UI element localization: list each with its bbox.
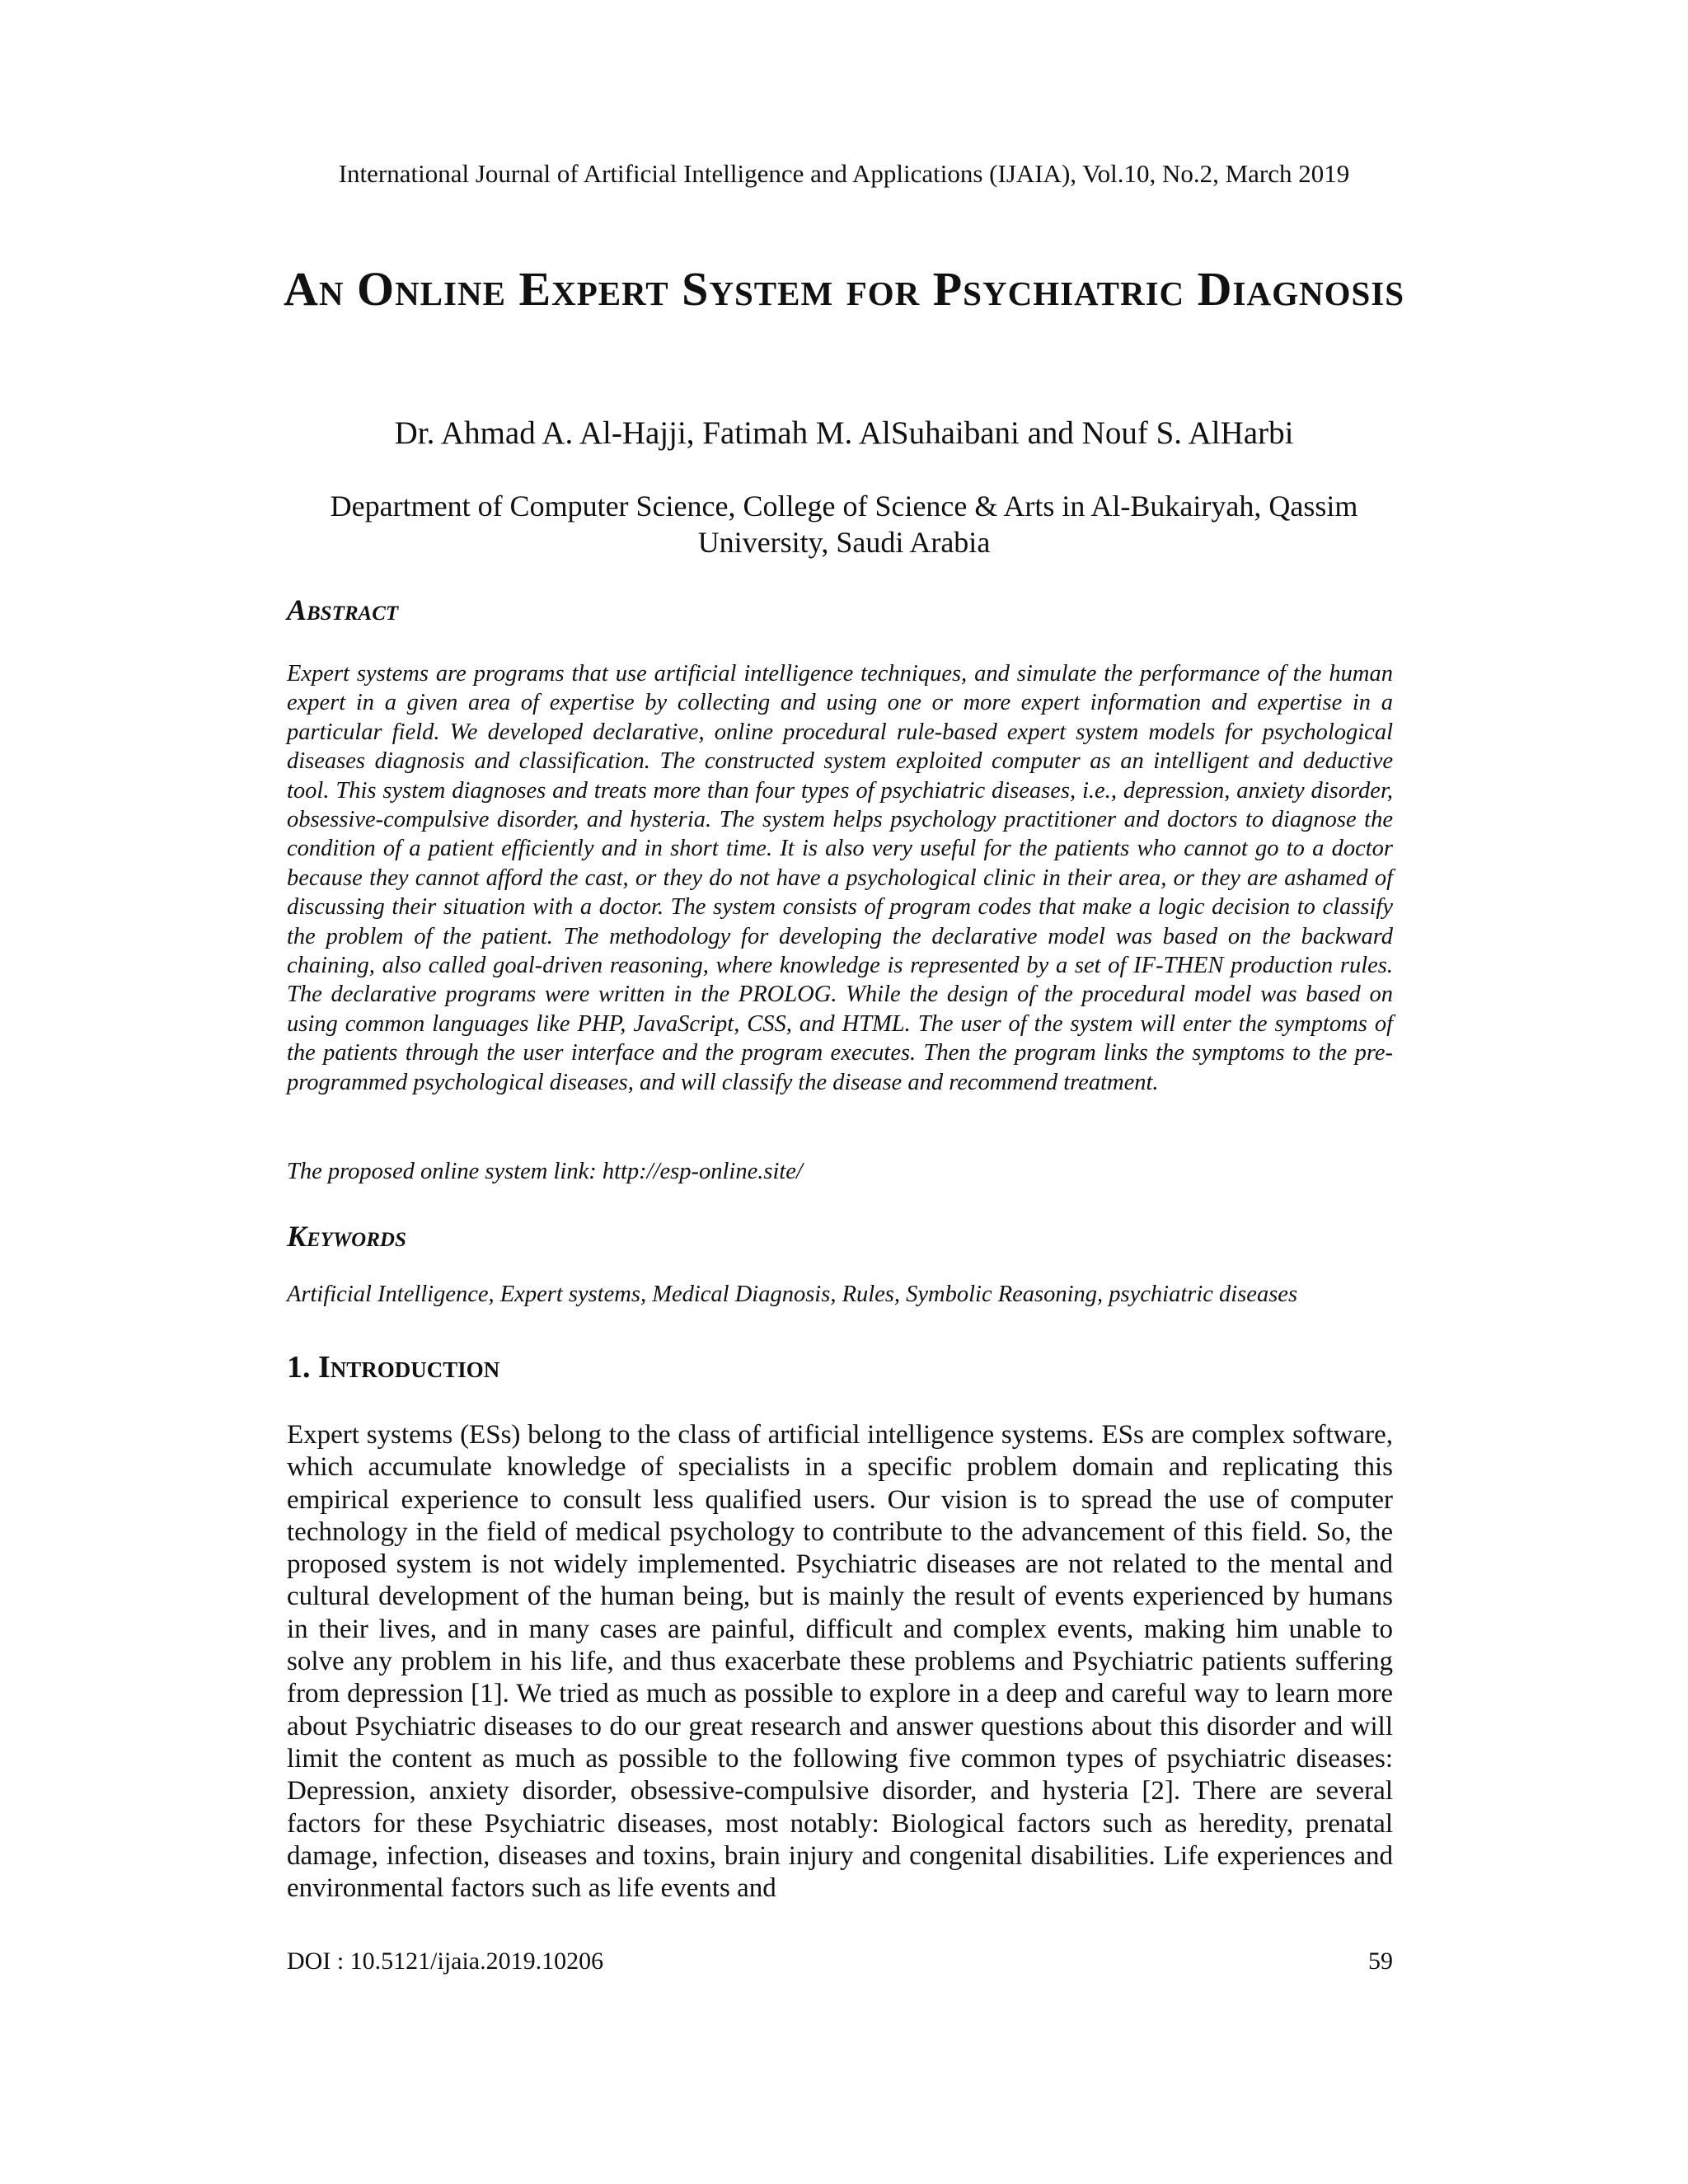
- author-list: Dr. Ahmad A. Al-Hajji, Fatimah M. AlSuhaibani and Nouf S. AlHarbi: [394, 415, 1294, 451]
- introduction-body: Expert systems (ESs) belong to the class of artificial intelligence systems. ESs are complex software, which accumulate knowledge of specialists in a specific problem domain and replicating this empirical experience to consult less qualified users. Our vision is to spread the use of computer technology in the field of medical psychology to contribute to the advancement of this field. So, the proposed system is not widely implemented. Psychiatric diseases are not related to the mental and cultural development of the human being, but is mainly the result of events experienced by humans in their lives, and in many cases are painful, difficult and complex events, making him unable to solve any problem in his life, and thus exacerbate these problems and Psychiatric patients suffering from depression [1]. We tried as much as possible to explore in a deep and careful way to learn more about Psychiatric diseases to do our great research and answer questions about this disorder and will limit the content as much as possible to the following five common types of psychiatric diseases: Depression, anxiety disorder, obsessive-compulsive disorder, and hysteria [2]. There are several factors for these Psychiatric diseases, most notably: Biological factors such as heredity, prenatal damage, infection, diseases and toxins, brain injury and congenital disabilities. Life experiences and environmental factors such as life events and: [287, 1420, 1393, 1904]
- system-link-line: The proposed online system link: http://esp-online.site/: [287, 1159, 803, 1184]
- footer-doi: DOI : 10.5121/ijaia.2019.10206: [287, 1947, 604, 1975]
- author-affiliation: Department of Computer Science, College of Science & Arts in Al-Bukairyah, Qassim University, Saudi Arabia: [330, 490, 1358, 559]
- introduction-heading: 1. Introduction: [287, 1350, 500, 1385]
- running-header: International Journal of Artificial Intelligence and Applications (IJAIA), Vol.10, No.2, March 2019: [338, 159, 1350, 188]
- abstract-heading: Abstract: [287, 593, 399, 626]
- abstract-body: Expert systems are programs that use artificial intelligence techniques, and simulate the performance of the human expert in a given area of expertise by collecting and using one or more expert information and expertise in a particular field. We developed declarative, online procedural rule-based expert system models for psychological diseases diagnosis and classification. The constructed system exploited computer as an intelligent and deductive tool. This system diagnoses and treats more than four types of psychiatric diseases, i.e., depression, anxiety disorder, obsessive-compulsive disorder, and hysteria. The system helps psychology practitioner and doctors to diagnose the condition of a patient efficiently and in short time. It is also very useful for the patients who cannot go to a doctor because they cannot afford the cast, or they do not have a psychological clinic in their area, or they are ashamed of discussing their situation with a doctor. The system consists of program codes that make a logic decision to classify the problem of the patient. The methodology for developing the declarative model was based on the backward chaining, also called goal-driven reasoning, where knowledge is represented by a set of IF-THEN production rules. The declarative programs were written in the PROLOG. While the design of the procedural model was based on using common languages like PHP, JavaScript, CSS, and HTML. The user of the system will enter the symptoms of the patients through the user interface and the program executes. Then the program links the symptoms to the pre-programmed psychological diseases, and will classify the disease and recommend treatment.: [287, 661, 1393, 1095]
- keywords-heading: Keywords: [287, 1220, 406, 1253]
- paper-title: An Online Expert System for Psychiatric Diagnosis: [283, 262, 1405, 316]
- page-number: 59: [1368, 1947, 1393, 1975]
- keywords-list: Artificial Intelligence, Expert systems, Medical Diagnosis, Rules, Symbolic Reasoning, psychiatric diseases: [287, 1282, 1298, 1307]
